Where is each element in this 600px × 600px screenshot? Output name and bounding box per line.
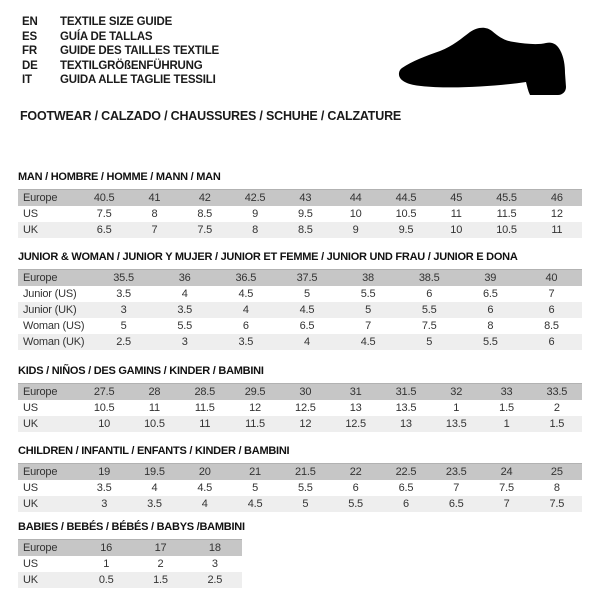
size-cell: 5.5	[297, 481, 313, 494]
size-cell: 12.5	[330, 416, 380, 432]
size-cell: 8.5	[280, 222, 330, 238]
table-row	[18, 190, 582, 206]
size-cell: 42.5	[230, 190, 280, 206]
language-row-de	[22, 59, 219, 74]
table-row	[18, 556, 242, 572]
size-cell: 6.5	[398, 481, 414, 494]
size-cell: 3.5	[96, 481, 112, 494]
size-cell: 4.5	[338, 334, 399, 350]
table-row	[18, 286, 582, 302]
size-cell: 8	[487, 319, 494, 332]
size-cell: 12	[249, 401, 261, 414]
size-cell: 13.5	[431, 416, 481, 432]
size-cell: 32	[431, 384, 481, 400]
size-table-man	[18, 189, 582, 238]
size-cell: 7.5	[532, 496, 582, 512]
size-cell: 25	[532, 464, 582, 480]
table-row	[18, 334, 582, 350]
size-cell: 9	[330, 222, 380, 238]
size-cell: 4	[215, 302, 276, 318]
table-row	[18, 416, 582, 432]
size-cell: 28.5	[180, 384, 230, 400]
size-cell: 6	[521, 334, 582, 350]
size-cell: 12.5	[295, 401, 316, 414]
size-cell: 6.5	[79, 222, 129, 238]
row-label: Junior (US)	[23, 287, 77, 300]
size-cell: 40.5	[79, 190, 129, 206]
size-cell: 7.5	[96, 207, 112, 220]
row-label: Woman (US)	[23, 319, 85, 332]
size-cell: 5	[338, 302, 399, 318]
size-cell: 3.5	[215, 334, 276, 350]
size-cell: 13	[349, 401, 362, 414]
row-label: Europe	[18, 540, 79, 556]
size-cell: 1	[103, 557, 110, 570]
size-cell: 5	[303, 287, 310, 300]
size-cell: 22.5	[381, 464, 431, 480]
row-label: UK	[18, 572, 79, 588]
table-row	[18, 480, 582, 496]
table-row	[18, 302, 582, 318]
size-table-babies	[18, 539, 242, 588]
size-cell: 45.5	[481, 190, 531, 206]
row-label: Europe	[18, 384, 79, 400]
section-kids	[18, 365, 582, 432]
section-title-junior-woman: JUNIOR & WOMAN / JUNIOR Y MUJER / JUNIOR ET FEMME / JUNIOR UND FRAU / JUNIOR E DONA	[18, 251, 518, 263]
size-cell: 27.5	[79, 384, 129, 400]
size-cell: 5.5	[399, 302, 460, 318]
table-row	[18, 318, 582, 334]
size-cell: 42	[180, 190, 230, 206]
section-junior-woman	[18, 251, 582, 350]
row-label: Europe	[18, 190, 79, 206]
size-cell: 3	[211, 557, 218, 570]
size-cell: 11	[180, 416, 230, 432]
size-cell: 3	[93, 302, 154, 318]
row-label: US	[23, 207, 38, 220]
size-cell: 10.5	[395, 207, 417, 220]
language-row-es	[22, 30, 219, 45]
size-table-junior-woman	[18, 269, 582, 350]
size-cell: 7.5	[499, 481, 514, 494]
size-cell: 5	[252, 481, 258, 494]
section-babies	[18, 521, 582, 588]
size-cell: 7	[365, 319, 372, 332]
size-cell: 10.5	[129, 416, 179, 432]
size-cell: 3.5	[116, 287, 131, 300]
row-label: UK	[18, 496, 79, 512]
size-cell: 31.5	[381, 384, 431, 400]
size-cell: 23.5	[431, 464, 481, 480]
size-cell: 6	[460, 302, 521, 318]
size-cell: 3	[154, 334, 215, 350]
size-cell: 9.5	[297, 207, 313, 220]
size-cell: 1.5	[499, 401, 514, 414]
row-label: US	[23, 401, 38, 414]
size-cell: 38.5	[399, 270, 460, 286]
size-cell: 1	[481, 416, 531, 432]
size-cell: 13.5	[395, 401, 417, 414]
size-cell: 6	[521, 302, 582, 318]
section-title-man: MAN / HOMBRE / HOMME / MANN / MAN	[18, 171, 221, 183]
language-title: TEXTILE SIZE GUIDE	[60, 16, 173, 29]
language-code: IT	[22, 74, 32, 87]
language-list	[22, 15, 219, 88]
size-cell: 7	[548, 287, 555, 300]
size-table-kids	[18, 383, 582, 432]
size-cell: 45	[431, 190, 481, 206]
size-cell: 18	[188, 540, 242, 556]
size-cell: 5.5	[460, 334, 521, 350]
size-cell: 7	[453, 481, 460, 494]
size-cell: 3.5	[129, 496, 179, 512]
size-cell: 6	[242, 319, 249, 332]
size-cell: 3	[79, 496, 129, 512]
size-cell: 11.5	[194, 401, 215, 414]
section-title-children: CHILDREN / INFANTIL / ENFANTS / KINDER / BAMBINI	[18, 445, 290, 457]
size-cell: 2	[157, 557, 164, 570]
size-cell: 2.5	[188, 572, 242, 588]
section-children	[18, 445, 582, 512]
table-row	[18, 384, 582, 400]
size-cell: 7	[129, 222, 179, 238]
language-code: ES	[22, 30, 37, 43]
size-cell: 22	[330, 464, 380, 480]
size-cell: 46	[532, 190, 582, 206]
size-cell: 24	[481, 464, 531, 480]
size-cell: 6.5	[431, 496, 481, 512]
size-cell: 4.5	[230, 496, 280, 512]
size-cell: 7	[481, 496, 531, 512]
size-cell: 11	[450, 207, 462, 220]
size-cell: 12	[550, 207, 563, 220]
size-cell: 11.5	[230, 416, 280, 432]
section-title-kids: KIDS / NIÑOS / DES GAMINS / KINDER / BAMBINI	[18, 365, 264, 377]
size-cell: 0.5	[79, 572, 133, 588]
size-cell: 6.5	[299, 319, 315, 332]
size-cell: 13	[381, 416, 431, 432]
size-cell: 1.5	[532, 416, 582, 432]
size-cell: 12	[280, 416, 330, 432]
language-title: GUÍA DE TALLAS	[60, 30, 153, 43]
size-cell: 35.5	[93, 270, 154, 286]
size-cell: 33	[481, 384, 531, 400]
size-cell: 7.5	[421, 319, 437, 332]
size-cell: 7.5	[180, 222, 230, 238]
table-row	[18, 222, 582, 238]
size-cell: 44	[330, 190, 380, 206]
table-row	[18, 464, 582, 480]
size-cell: 3.5	[154, 302, 215, 318]
size-cell: 8	[230, 222, 280, 238]
size-cell: 10	[79, 416, 129, 432]
size-cell: 8.5	[197, 207, 213, 220]
size-cell: 4.5	[238, 287, 254, 300]
row-label: Woman (UK)	[18, 334, 93, 350]
language-code: DE	[22, 59, 38, 72]
size-cell: 4.5	[197, 481, 213, 494]
size-cell: 5	[399, 334, 460, 350]
size-cell: 40	[521, 270, 582, 286]
size-cell: 1	[453, 401, 460, 414]
size-cell: 4	[151, 481, 158, 494]
size-cell: 4	[276, 334, 337, 350]
size-cell: 37.5	[276, 270, 337, 286]
row-label: Europe	[18, 464, 79, 480]
size-cell: 21	[230, 464, 280, 480]
size-cell: 36.5	[215, 270, 276, 286]
size-cell: 44.5	[381, 190, 431, 206]
size-cell: 5.5	[177, 319, 193, 332]
size-cell: 39	[460, 270, 521, 286]
size-cell: 5	[280, 496, 330, 512]
language-row-it	[22, 73, 219, 88]
size-cell: 43	[280, 190, 330, 206]
table-row	[18, 540, 242, 556]
size-cell: 2	[553, 401, 560, 414]
row-label: UK	[18, 416, 79, 432]
size-cell: 41	[129, 190, 179, 206]
size-cell: 19	[79, 464, 129, 480]
size-cell: 11	[148, 401, 160, 414]
language-code: FR	[22, 45, 37, 58]
size-cell: 8.5	[544, 319, 559, 332]
size-cell: 9.5	[381, 222, 431, 238]
row-label: US	[23, 481, 38, 494]
size-cell: 10	[349, 207, 362, 220]
size-cell: 8	[151, 207, 158, 220]
size-cell: 2.5	[93, 334, 154, 350]
row-label: US	[23, 557, 38, 570]
size-cell: 31	[330, 384, 380, 400]
size-cell: 20	[180, 464, 230, 480]
table-row	[18, 572, 242, 588]
section-title-babies: BABIES / BEBÉS / BÉBÉS / BABYS /BAMBINI	[18, 521, 245, 533]
size-cell: 33.5	[532, 384, 582, 400]
size-cell: 4	[181, 287, 188, 300]
language-title: GUIDE DES TAILLES TEXTILE	[60, 45, 219, 58]
size-cell: 4	[180, 496, 230, 512]
section-man	[18, 171, 582, 238]
size-cell: 8	[553, 481, 560, 494]
size-cell: 4.5	[276, 302, 337, 318]
size-cell: 6.5	[482, 287, 498, 300]
size-cell: 6	[381, 496, 431, 512]
size-cell: 10.5	[93, 401, 115, 414]
size-table-children	[18, 463, 582, 512]
size-cell: 28	[129, 384, 179, 400]
table-row	[18, 496, 582, 512]
language-row-fr	[22, 44, 219, 59]
language-row-en	[22, 15, 219, 30]
size-cell: 30	[280, 384, 330, 400]
language-title: GUIDA ALLE TAGLIE TESSILI	[60, 74, 216, 87]
size-cell: 10.5	[481, 222, 531, 238]
table-row	[18, 206, 582, 222]
size-cell: 11.5	[496, 207, 517, 220]
size-cell: 5.5	[330, 496, 380, 512]
size-cell: 6	[426, 287, 433, 300]
row-label: Europe	[18, 270, 93, 286]
size-cell: 10	[431, 222, 481, 238]
size-cell: 17	[133, 540, 187, 556]
size-cell: 11	[532, 222, 582, 238]
size-cell: 36	[154, 270, 215, 286]
row-label: UK	[18, 222, 79, 238]
size-cell: 38	[338, 270, 399, 286]
category-title: FOOTWEAR / CALZADO / CHAUSSURES / SCHUHE / CALZATURE	[20, 109, 402, 123]
size-cell: 5.5	[360, 287, 376, 300]
table-row	[18, 400, 582, 416]
size-cell: 16	[79, 540, 133, 556]
size-cell: 21.5	[280, 464, 330, 480]
size-cell: 5	[120, 319, 127, 332]
size-cell: 9	[252, 207, 258, 220]
shoe-icon	[392, 22, 584, 106]
size-cell: 6	[352, 481, 359, 494]
size-cell: 1.5	[133, 572, 187, 588]
table-row	[18, 270, 582, 286]
size-cell: 19.5	[129, 464, 179, 480]
size-cell: 29.5	[230, 384, 280, 400]
language-title: TEXTILGRÖßENFÜHRUNG	[60, 59, 203, 72]
language-code: EN	[22, 16, 38, 29]
row-label: Junior (UK)	[18, 302, 93, 318]
